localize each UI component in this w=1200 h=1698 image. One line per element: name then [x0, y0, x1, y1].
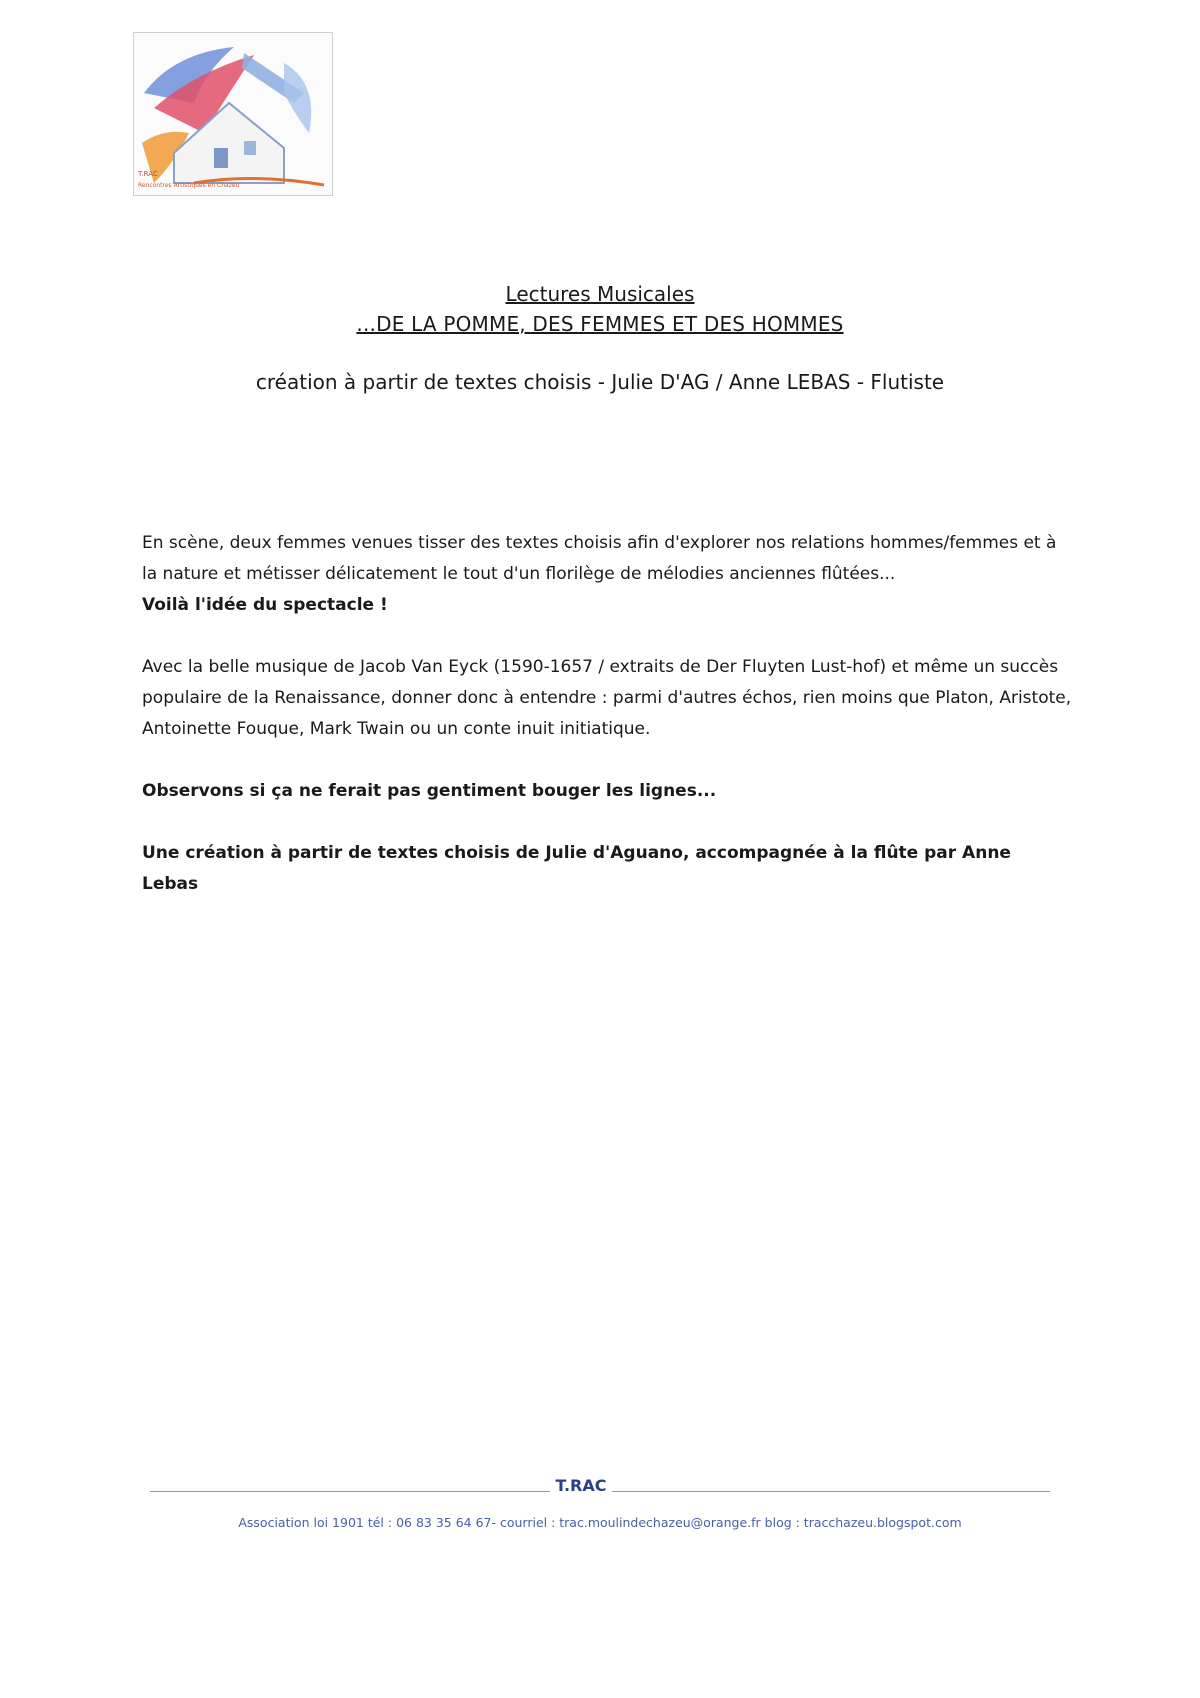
spacer — [142, 807, 1072, 838]
document-body — [142, 528, 1072, 900]
footer-rule-right — [612, 1491, 1050, 1492]
footer-org-line — [150, 1476, 1050, 1496]
logo-artwork — [134, 33, 333, 196]
page-title: ...DE LA POMME, DES FEMMES ET DES HOMMES — [356, 312, 844, 336]
paragraph-intro: En scène, deux femmes venues tisser des textes choisis afin d'explorer nos relations hommes/femmes et à la nature et métisser délicatement le tout d'un florilège de mélodies anciennes flûtées... — [142, 533, 1057, 584]
logo-caption: T.RAC — [138, 170, 158, 178]
page-subtitle: création à partir de textes choisis - Julie D'AG / Anne LEBAS - Flutiste — [255, 370, 945, 394]
paragraph-credits: Une création à partir de textes choisis de Julie d'Aguano, accompagnée à la flûte par Anne Lebas — [142, 843, 1011, 894]
footer-org-name: T.RAC — [555, 1476, 607, 1495]
trac-logo — [133, 32, 333, 196]
spacer — [142, 621, 1072, 652]
document-header — [0, 280, 1200, 396]
footer-contact: Association loi 1901 tél : 06 83 35 64 67- courriel : trac.moulindechazeu@orange.fr blog : tracchazeu.blogspot.com — [238, 1515, 962, 1530]
kicker-heading: Lectures Musicales — [505, 282, 695, 306]
paragraph-intro-tagline: Voilà l'idée du spectacle ! — [142, 595, 388, 615]
paragraph-music: Avec la belle musique de Jacob Van Eyck (1590-1657 / extraits de Der Fluyten Lust-hof) et même un succès populaire de la Renaissance, donner donc à entendre : parmi d'autres échos, rien moins que Platon, Aristote, Antoinette Fouque, Mark Twain ou un conte inuit initiatique. — [142, 657, 1072, 739]
spacer — [142, 745, 1072, 776]
logo-caption-tagline: Rencontres Artistiques en Chazeu — [138, 182, 240, 189]
paragraph-observe: Observons si ça ne ferait pas gentiment bouger les lignes... — [142, 781, 717, 801]
footer-rule-left — [150, 1491, 550, 1492]
